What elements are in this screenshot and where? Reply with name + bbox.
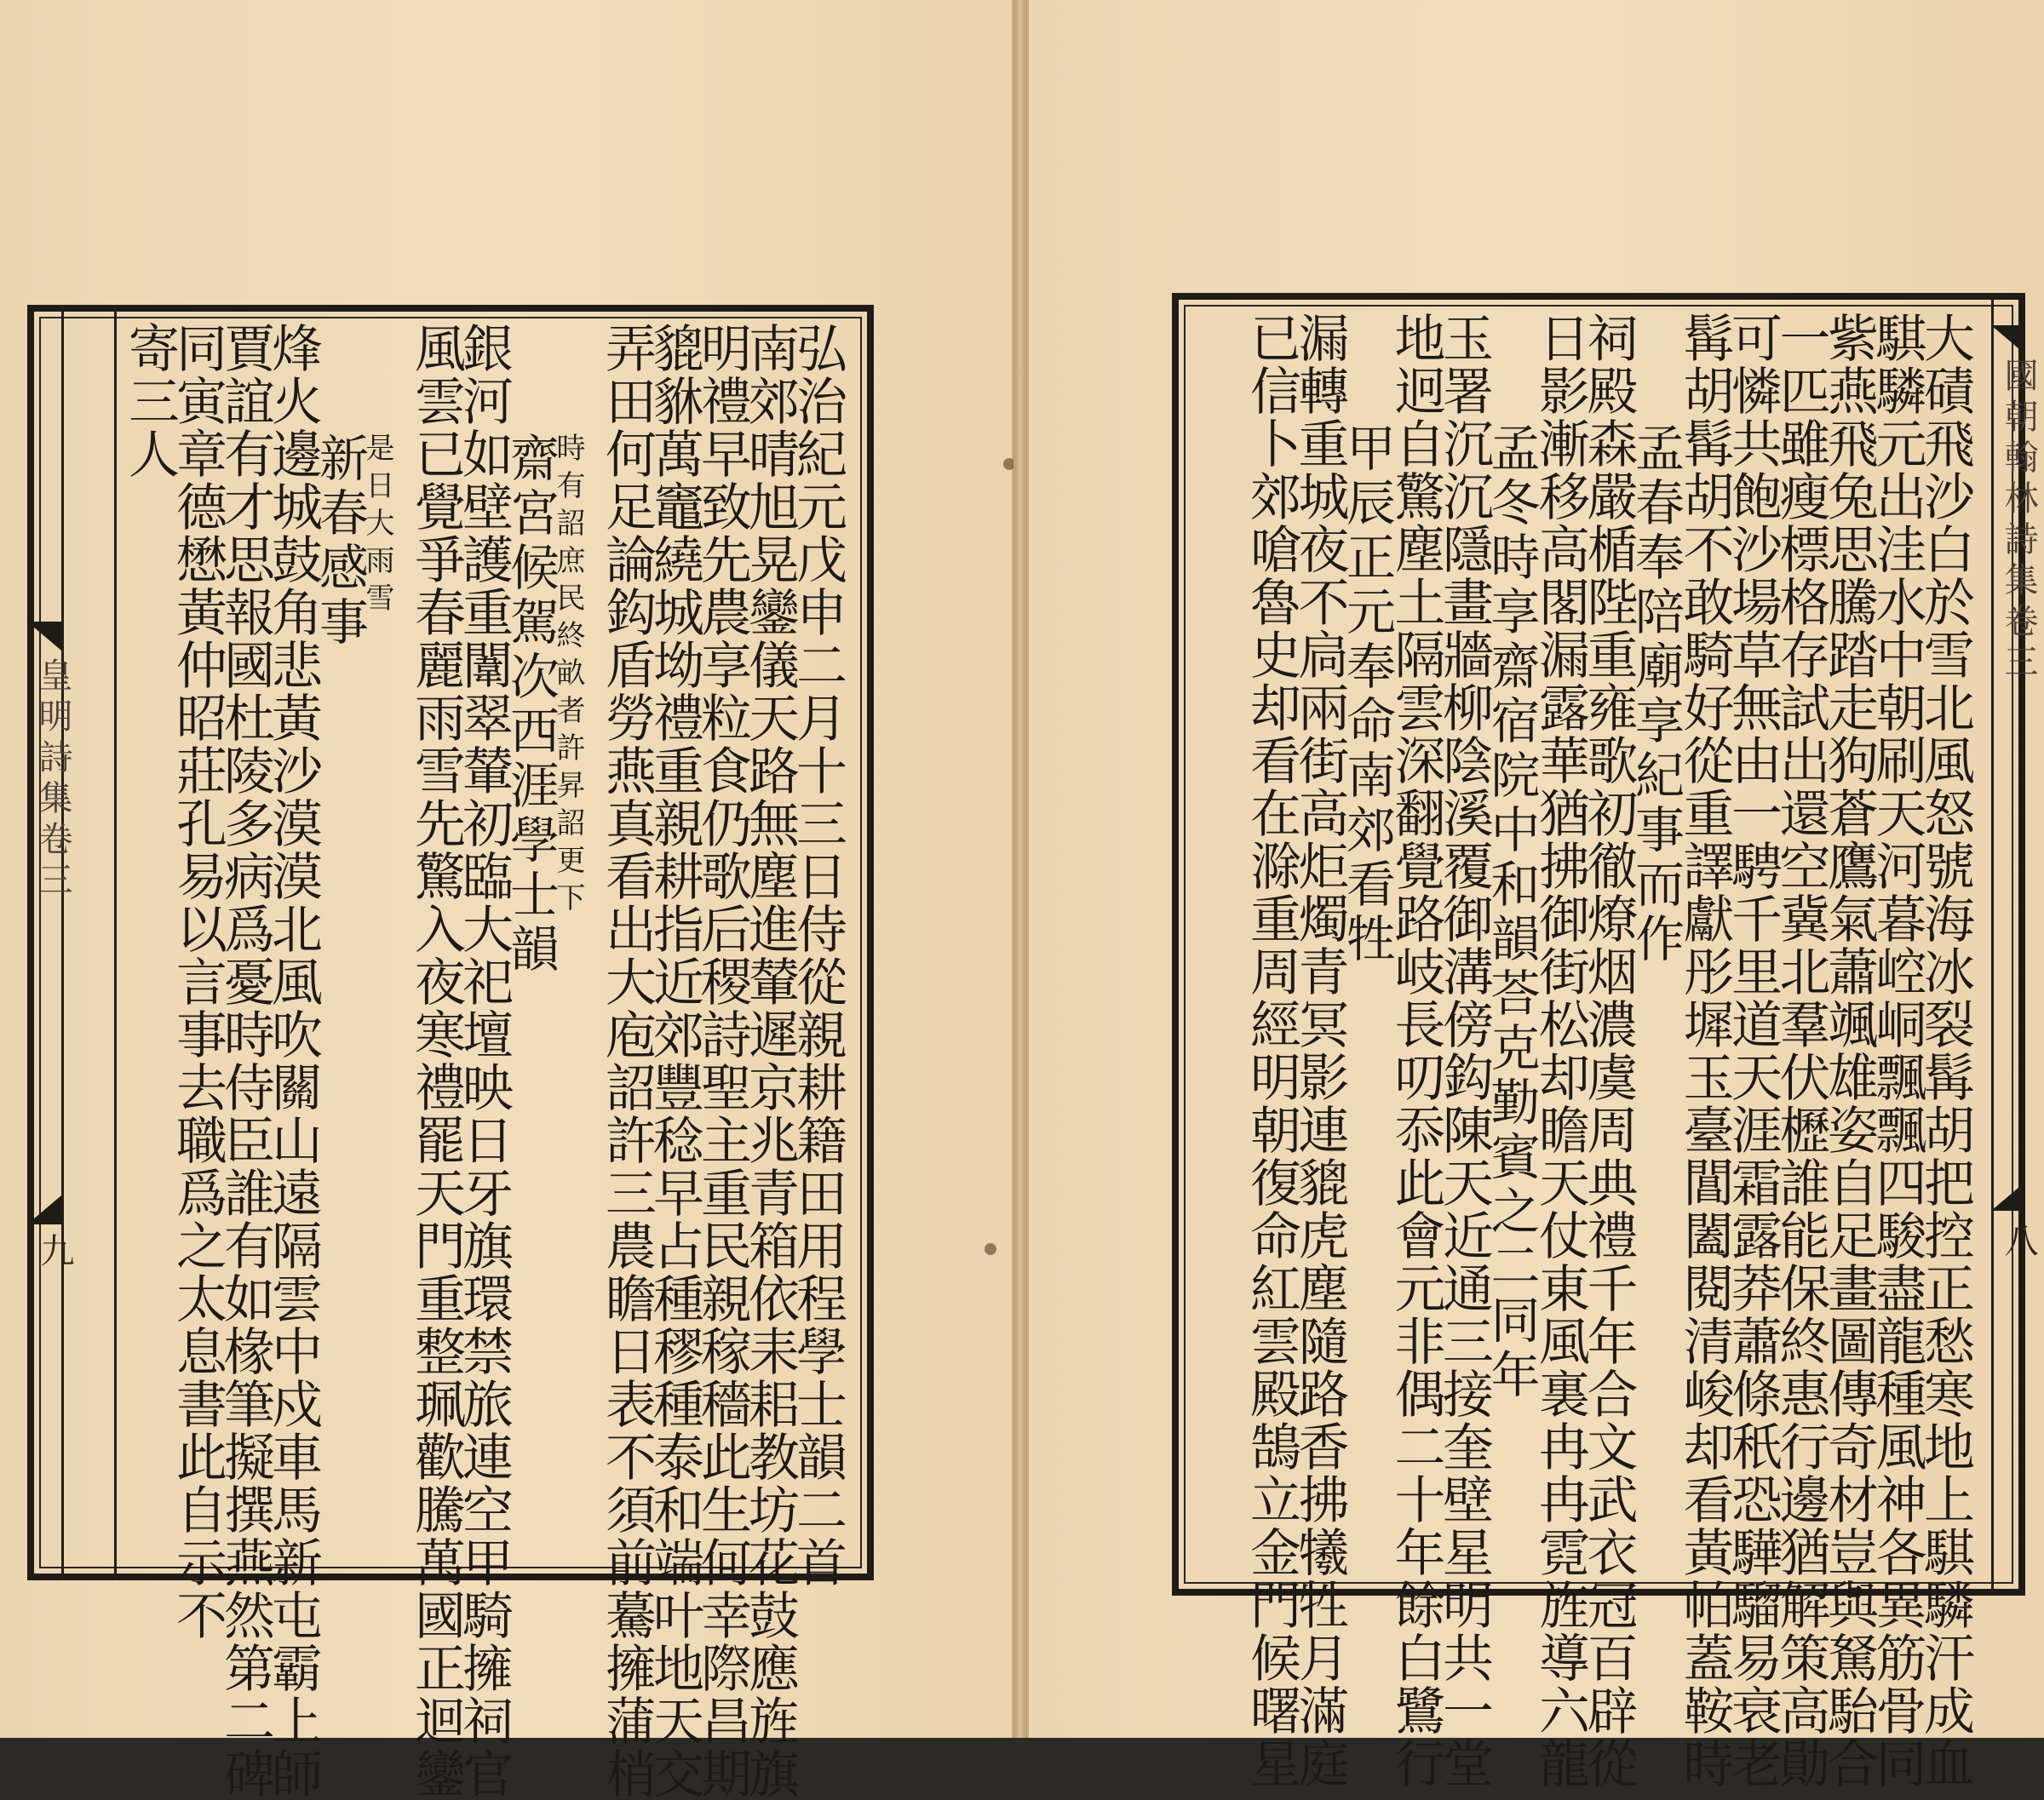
right-page <box>1027 0 2044 1790</box>
left-center-strip-rule-inner <box>61 305 64 1580</box>
left-column-12: 烽火邊城鼓角悲黃沙漠漠北風吹關山遠隔雲中戍車馬新屯霸上師 <box>263 322 323 1800</box>
right-column-12: 地迥自驚塵土隔雲深翻覺路岐長叨忝此會元非偶二十年餘白鷺行 <box>1386 312 1446 1790</box>
left-column-9: 風雲已覺爭春麗雨雪先驚入夜寒禮罷天門重整珮歡騰萬國正迴鑾 <box>406 322 466 1800</box>
book-spine <box>1013 0 1027 1738</box>
left-column-3: 明禮早致先農享粒食仍歌后稷詩聖主重民親稼穡此生何幸際昌期 <box>692 322 752 1800</box>
right-column-13: 甲辰正元奉命南郊看牲 <box>1338 422 1396 967</box>
left-column-5: 弄田何足論鈎盾勞燕真看出大庖詔許三農瞻日表不須前驀擁蒲梢 <box>597 322 657 1800</box>
left-folio-number: 九 <box>35 1233 74 1267</box>
left-center-strip-rule-outer <box>114 305 117 1580</box>
right-column-11: 玉署沉沉隱畫牆柳陰溪覆御溝傍鈎陳天近通三接奎壁星明共一堂 <box>1434 312 1494 1790</box>
right-column-5: 可憐共飽沙場草無由一騁千里道天涯霜露莽蕭條秖恐驊騮易衰老 <box>1723 312 1783 1790</box>
left-column-8: 銀河如壁護重闈翠輦初臨大祀壇映日牙旗環禁旅連空甲騎擁祠官 <box>454 322 514 1800</box>
left-stitch-hole-bottom <box>985 1243 996 1255</box>
right-column-1: 大磧飛沙白於雪北風怒號海冰裂髯胡把控正愁寒地上騏驎汗成血 <box>1915 312 1975 1790</box>
left-page <box>0 0 1013 1800</box>
right-column-9: 日影漸移高閣漏露華猶拂御街松却瞻天仗東風裏冉冉霓旌導六龍 <box>1530 312 1590 1790</box>
right-column-8: 祠殿森嚴楯陛重雍歌初徹燎烟濃虞周典禮千年合文武衣冠百辟從 <box>1578 312 1639 1790</box>
right-column-2: 騏驎元出洼水中朝刷天河暮崆峒飄飄四駿盡龍種風神各異筋骨同 <box>1867 312 1927 1790</box>
left-column-2: 南郊晴旭晃鑾儀天路無塵進輦遲京兆青箱依耒耜教坊花鼓應旌旗 <box>740 322 800 1800</box>
right-column-6: 髯胡髯胡不敢騎好從重譯獻彤墀玉臺閶闔閱清峻却看黃帕蓋鞍時 <box>1674 312 1735 1790</box>
right-folio-number: 八 <box>1999 1223 2038 1257</box>
left-column-10: 是日大雨雪 <box>360 433 394 620</box>
left-column-1: 弘治紀元戊申二月十三日侍從親耕籍田用程學士韻二首 <box>788 322 847 1589</box>
right-center-strip-title: 國朝翰林詩集卷三 <box>1999 358 2038 685</box>
left-column-15: 寄三人 <box>120 322 180 480</box>
right-column-15: 已信卜郊嗆魯史却看在滁重周經明朝復命紅雲殿鵠立金門候曙星 <box>1242 312 1301 1790</box>
left-column-14: 同寅章德懋黃仲昭莊孔易以言事去職爲之太息書此自示不 <box>168 322 227 1642</box>
right-column-7: 孟春奉陪廟享紀事而作 <box>1627 422 1685 967</box>
left-column-11: 新春感事 <box>311 433 369 651</box>
right-column-3: 紫燕飛兔思騰踏走狗蒼鷹氣蕭颯雄姿自足畫圖傳奇材豈與駑駘合 <box>1819 312 1879 1790</box>
left-column-7: 齋宮候駕次西涯學士韻 <box>502 433 560 977</box>
right-column-4: 一匹雖瘦標格存試出還空冀北羣伏櫪誰能保終惠行邊猶解策高勛 <box>1771 312 1831 1790</box>
right-column-14: 漏轉重城夜不扃兩街高炬燭青冥影連貔虎塵隨路香拂犧牲月滿庭 <box>1289 312 1350 1790</box>
left-column-4: 貔貅萬竈繞城坳禮重親耕指近郊豐稔早占種穋種泰和端叶地天交 <box>645 322 704 1800</box>
right-center-strip-rule <box>1991 293 1994 1596</box>
right-column-10: 孟冬時享齋宿院中和韻荅克勤賓之二同年 <box>1482 422 1541 1403</box>
left-center-strip-title: 皇明詩集卷三 <box>33 657 72 903</box>
left-column-13: 賈誼有才思報國杜陵多病爲憂時侍臣誰有如椽筆擬撰燕然第二碑 <box>215 322 275 1800</box>
left-column-6: 時有詔庶民終畝者許昇詔更下 <box>551 433 585 920</box>
